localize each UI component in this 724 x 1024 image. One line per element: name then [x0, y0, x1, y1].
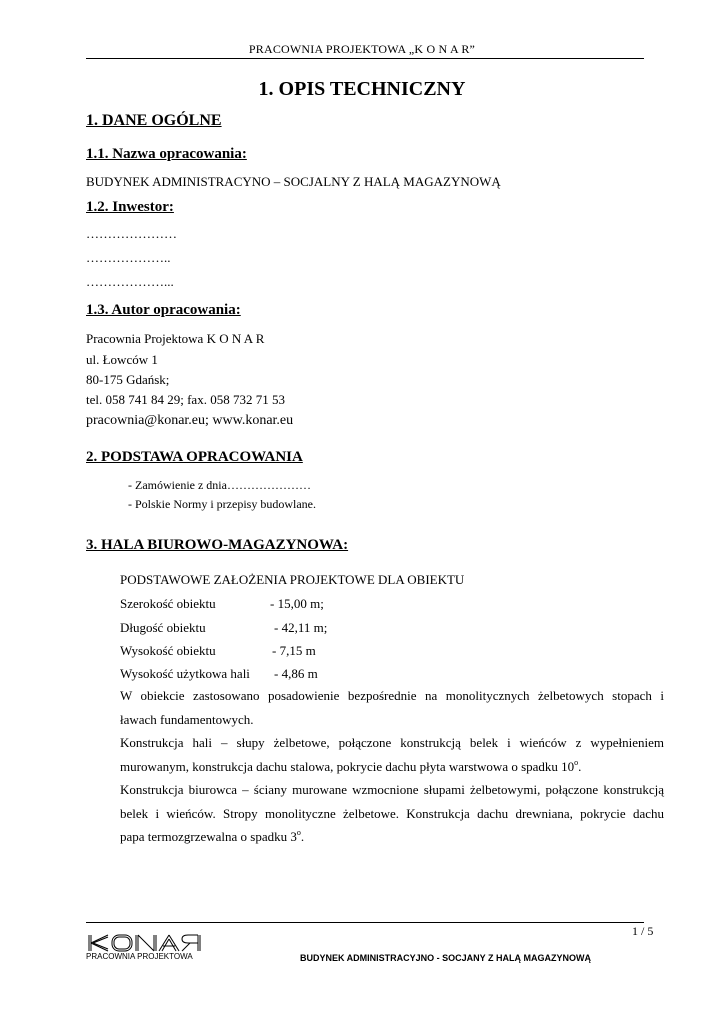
- assumptions-heading: PODSTAWOWE ZAŁOŻENIA PROJEKTOWE DLA OBIEKTU: [120, 572, 465, 587]
- project-name-heading: 1.1. Nazwa opracowania:: [86, 146, 247, 162]
- paragraph-foundation: [120, 684, 664, 731]
- paragraph-hall: [120, 731, 664, 778]
- page-header: PRACOWNIA PROJEKTOWA „K O N A R”: [248, 42, 476, 56]
- param-row: [120, 643, 316, 659]
- paragraph-line: W obiekcie zastosowano posadowienie bezpośrednie na monolitycznych żelbetowych stopach i: [120, 688, 664, 703]
- list-item: - Zamówienie z dnia…………………: [128, 478, 311, 492]
- investor-line: ………………...: [86, 274, 174, 289]
- project-name-value: BUDYNEK ADMINISTRACYNO – SOCJALNY Z HALĄ MAGAZYNOWĄ: [86, 174, 501, 189]
- section-3-heading: 3. HALA BIUROWO-MAGAZYNOWA:: [86, 537, 349, 553]
- author-line: Pracownia Projektowa K O N A R: [86, 331, 265, 346]
- footer-rule: [86, 922, 644, 923]
- paragraph-line: papa termozgrzewalna o spadku 3$^o$.: [120, 828, 305, 845]
- investor-line: ………………..: [86, 250, 171, 265]
- param-label: Długość obiektu: [120, 620, 206, 635]
- author-heading: 1.3. Autor opracowania:: [86, 302, 241, 318]
- param-row: [120, 666, 318, 682]
- author-line: ul. Łowców 1: [86, 352, 158, 367]
- author-contact: pracownia@konar.eu; www.konar.eu: [86, 413, 294, 428]
- paragraph-line: belek i wieńców. Stropy monolityczne żelbetowe. Konstrukcja dachu drewniana, pokrycie dachu: [120, 805, 664, 821]
- footer-title: BUDYNEK ADMINISTRACYJNO - SOCJANY Z HALĄ MAGAZYNOWĄ: [300, 953, 592, 963]
- param-row: [120, 620, 328, 636]
- header-rule: [86, 58, 644, 59]
- param-value: - 42,11 m;: [274, 620, 328, 635]
- investor-heading: 1.2. Inwestor:: [86, 199, 174, 215]
- logo-subtitle: PRACOWNIA PROJEKTOWA: [86, 952, 193, 961]
- param-label: Szerokość obiektu: [120, 596, 216, 611]
- param-value: - 15,00 m;: [270, 596, 324, 611]
- page-number: 1 / 5: [632, 924, 654, 938]
- param-label: Wysokość obiektu: [120, 643, 216, 658]
- investor-line: …………………: [86, 226, 177, 241]
- paragraph-line: murowanym, konstrukcja dachu stalowa, pokrycie dachu płyta warstwowa o spadku 10$^o$.: [120, 757, 582, 774]
- paragraph-line: Konstrukcja hali – słupy żelbetowe, połączone konstrukcją belek i wieńców z wypełnieniem: [120, 735, 664, 750]
- paragraph-line: ławach fundamentowych.: [120, 711, 254, 727]
- section-1-heading: 1. DANE OGÓLNE: [86, 112, 222, 129]
- paragraph-office: [120, 778, 664, 849]
- list-item: - Polskie Normy i przepisy budowlane.: [128, 497, 316, 511]
- param-value: - 7,15 m: [272, 643, 316, 658]
- section-2-heading: 2. PODSTAWA OPRACOWANIA: [86, 449, 303, 465]
- document-title: 1. OPIS TECHNICZNY: [258, 78, 466, 100]
- author-line: 80-175 Gdańsk;: [86, 372, 170, 387]
- paragraph-line: Konstrukcja biurowca – ściany murowane wzmocnione słupami żelbetowymi, połączone konstrukcją: [120, 782, 664, 797]
- author-line: tel. 058 741 84 29; fax. 058 732 71 53: [86, 392, 285, 407]
- param-label: Wysokość użytkowa hali: [120, 666, 250, 681]
- param-value: - 4,86 m: [274, 666, 318, 681]
- param-row: [120, 596, 324, 612]
